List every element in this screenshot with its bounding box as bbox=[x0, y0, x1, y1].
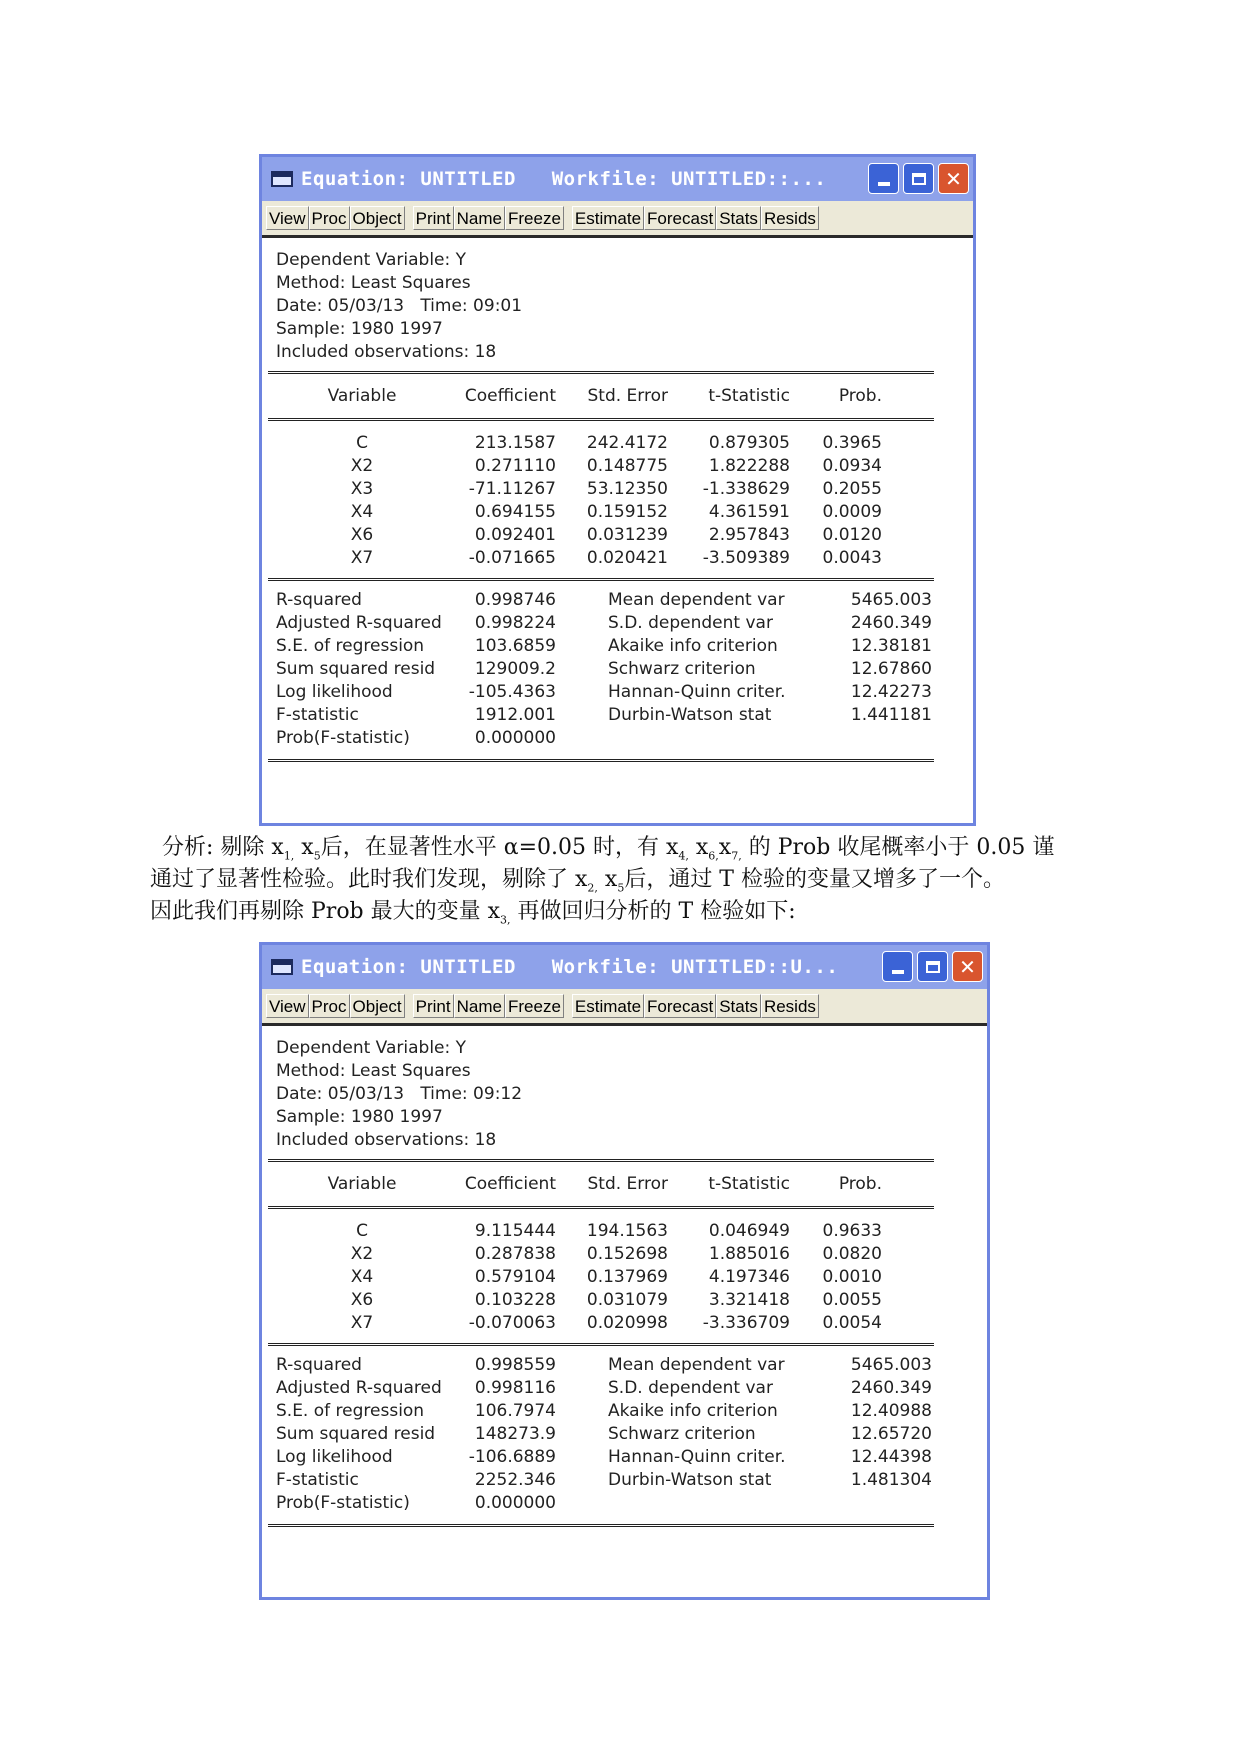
stat-label: S.D. dependent var bbox=[608, 613, 773, 633]
cell-std-error: 0.031079 bbox=[586, 1290, 668, 1310]
divider bbox=[268, 1343, 934, 1346]
stat-value: 0.000000 bbox=[474, 728, 556, 748]
cell-t-statistic: 4.197346 bbox=[708, 1267, 790, 1287]
header-line: Sample: 1980 1997 bbox=[276, 1107, 443, 1127]
cell-coefficient: -0.071665 bbox=[468, 548, 556, 568]
analysis-line-3 bbox=[150, 898, 796, 934]
view-button[interactable]: View bbox=[266, 206, 309, 230]
cell-coefficient: -71.11267 bbox=[468, 479, 556, 499]
toolbar bbox=[262, 989, 987, 1026]
stat-value: 1.441181 bbox=[850, 705, 932, 725]
stat-value: 0.998224 bbox=[474, 613, 556, 633]
stat-value: 0.998559 bbox=[474, 1355, 556, 1375]
title-bar[interactable] bbox=[262, 157, 973, 201]
view-button[interactable]: View bbox=[266, 994, 309, 1018]
stat-label: Mean dependent var bbox=[608, 1355, 785, 1375]
output-pane[interactable] bbox=[262, 238, 973, 823]
cell-variable: X2 bbox=[350, 1244, 374, 1264]
close-icon: ✕ bbox=[959, 954, 976, 979]
stats-button[interactable]: Stats bbox=[716, 994, 761, 1018]
analysis-line-2 bbox=[150, 866, 1005, 902]
col-header-t-statistic: t-Statistic bbox=[708, 1174, 790, 1194]
text-run: 通过了显著性检验。此时我们发现，剔除了 x bbox=[150, 867, 588, 892]
maximize-button[interactable] bbox=[917, 951, 948, 982]
freeze-button[interactable]: Freeze bbox=[505, 994, 564, 1018]
stat-value: 1.481304 bbox=[850, 1470, 932, 1490]
proc-button[interactable]: Proc bbox=[309, 994, 350, 1018]
stat-label: R-squared bbox=[276, 590, 362, 610]
cell-t-statistic: 0.046949 bbox=[708, 1221, 790, 1241]
stat-label: Hannan-Quinn criter. bbox=[608, 1447, 786, 1467]
resids-button[interactable]: Resids bbox=[761, 206, 819, 230]
name-button[interactable]: Name bbox=[454, 206, 505, 230]
stat-value: 12.67860 bbox=[850, 659, 932, 679]
cell-t-statistic: 1.885016 bbox=[708, 1244, 790, 1264]
cell-variable: X4 bbox=[350, 1267, 374, 1287]
stat-label: Sum squared resid bbox=[276, 659, 436, 679]
cell-prob: 0.9633 bbox=[822, 1221, 882, 1241]
cell-t-statistic: 2.957843 bbox=[708, 525, 790, 545]
text-run: x bbox=[688, 835, 709, 860]
cell-coefficient: 0.694155 bbox=[474, 502, 556, 522]
maximize-icon bbox=[926, 961, 940, 973]
forecast-button[interactable]: Forecast bbox=[644, 206, 716, 230]
cell-prob: 0.2055 bbox=[822, 479, 882, 499]
cell-variable: C bbox=[356, 433, 368, 453]
stat-label: Durbin-Watson stat bbox=[608, 705, 772, 725]
cell-prob: 0.0055 bbox=[822, 1290, 882, 1310]
subscript: 5 bbox=[617, 881, 625, 895]
cell-prob: 0.0043 bbox=[822, 548, 882, 568]
minimize-icon bbox=[892, 970, 904, 974]
forecast-button[interactable]: Forecast bbox=[644, 994, 716, 1018]
close-button[interactable] bbox=[952, 951, 983, 982]
cell-std-error: 0.148775 bbox=[586, 456, 668, 476]
cell-variable: X4 bbox=[350, 502, 374, 522]
text-run: 再做回归分析的 T 检验如下: bbox=[510, 899, 796, 924]
cell-std-error: 53.12350 bbox=[586, 479, 668, 499]
stat-label: Mean dependent var bbox=[608, 590, 785, 610]
stat-label: Prob(F-statistic) bbox=[276, 728, 410, 748]
header-line: Included observations: 18 bbox=[276, 342, 497, 362]
cell-variable: X6 bbox=[350, 525, 374, 545]
subscript: 6, bbox=[708, 849, 719, 863]
cell-prob: 0.0010 bbox=[822, 1267, 882, 1287]
stat-value: -106.6889 bbox=[468, 1447, 556, 1467]
name-button[interactable]: Name bbox=[454, 994, 505, 1018]
cell-coefficient: 0.103228 bbox=[474, 1290, 556, 1310]
stat-value: 148273.9 bbox=[474, 1424, 556, 1444]
cell-variable: X7 bbox=[350, 1313, 374, 1333]
stat-label: Log likelihood bbox=[276, 682, 393, 702]
subscript: 7, bbox=[731, 849, 742, 863]
stat-label: S.D. dependent var bbox=[608, 1378, 773, 1398]
text-run: x bbox=[718, 835, 732, 860]
stat-value: 2460.349 bbox=[850, 613, 932, 633]
col-header-variable: Variable bbox=[327, 386, 397, 406]
cell-coefficient: 9.115444 bbox=[474, 1221, 556, 1241]
divider bbox=[268, 1524, 934, 1527]
header-line: Date: 05/03/13 Time: 09:12 bbox=[276, 1084, 523, 1104]
cell-prob: 0.0934 bbox=[822, 456, 882, 476]
stats-button[interactable]: Stats bbox=[716, 206, 761, 230]
divider bbox=[268, 371, 934, 374]
window-title: Equation: UNTITLED Workfile: UNTITLED::U... bbox=[301, 956, 839, 978]
col-header-coefficient: Coefficient bbox=[464, 386, 556, 406]
header-line: Method: Least Squares bbox=[276, 1061, 471, 1081]
cell-coefficient: 213.1587 bbox=[474, 433, 556, 453]
stat-value: 5465.003 bbox=[850, 1355, 932, 1375]
object-button[interactable]: Object bbox=[350, 206, 405, 230]
header-line: Method: Least Squares bbox=[276, 273, 471, 293]
header-line: Included observations: 18 bbox=[276, 1130, 497, 1150]
text-run: 因此我们再剔除 Prob 最大的变量 x bbox=[150, 899, 501, 924]
cell-std-error: 0.137969 bbox=[586, 1267, 668, 1287]
stat-value: 5465.003 bbox=[850, 590, 932, 610]
col-header-variable: Variable bbox=[327, 1174, 397, 1194]
stat-label: Hannan-Quinn criter. bbox=[608, 682, 786, 702]
stat-value: -105.4363 bbox=[468, 682, 556, 702]
header-line: Sample: 1980 1997 bbox=[276, 319, 443, 339]
text-run: 的 Prob 收尾概率小于 0.05 谨 bbox=[741, 835, 1055, 860]
print-button[interactable]: Print bbox=[413, 206, 454, 230]
minimize-button[interactable] bbox=[882, 951, 913, 982]
cell-prob: 0.0009 bbox=[822, 502, 882, 522]
subscript: 3, bbox=[500, 913, 511, 927]
analysis-line-1 bbox=[162, 834, 1054, 870]
cell-variable: X3 bbox=[350, 479, 374, 499]
stat-label: F-statistic bbox=[276, 705, 359, 725]
cell-std-error: 194.1563 bbox=[586, 1221, 668, 1241]
stat-value: 12.38181 bbox=[850, 636, 932, 656]
equation-window-2[interactable] bbox=[259, 942, 990, 1600]
stat-value: 106.7974 bbox=[474, 1401, 556, 1421]
minimize-icon bbox=[878, 182, 890, 186]
resids-button[interactable]: Resids bbox=[761, 994, 819, 1018]
freeze-button[interactable]: Freeze bbox=[505, 206, 564, 230]
cell-prob: 0.3965 bbox=[822, 433, 882, 453]
stat-label: Log likelihood bbox=[276, 1447, 393, 1467]
object-button[interactable]: Object bbox=[350, 994, 405, 1018]
divider bbox=[268, 759, 934, 762]
cell-variable: X2 bbox=[350, 456, 374, 476]
cell-prob: 0.0820 bbox=[822, 1244, 882, 1264]
header-line: Dependent Variable: Y bbox=[276, 250, 467, 270]
header-line: Date: 05/03/13 Time: 09:01 bbox=[276, 296, 523, 316]
cell-t-statistic: 4.361591 bbox=[708, 502, 790, 522]
text-run: 分析: 剔除 x bbox=[162, 835, 284, 860]
toolbar bbox=[262, 201, 973, 238]
stat-value: 12.40988 bbox=[850, 1401, 932, 1421]
title-bar[interactable] bbox=[262, 945, 987, 989]
cell-coefficient: 0.287838 bbox=[474, 1244, 556, 1264]
stat-value: 2460.349 bbox=[850, 1378, 932, 1398]
cell-std-error: 0.152698 bbox=[586, 1244, 668, 1264]
cell-variable: X6 bbox=[350, 1290, 374, 1310]
window-icon bbox=[271, 959, 293, 975]
header-line: Dependent Variable: Y bbox=[276, 1038, 467, 1058]
cell-t-statistic: -3.336709 bbox=[702, 1313, 790, 1333]
estimate-button[interactable]: Estimate bbox=[572, 206, 644, 230]
cell-std-error: 242.4172 bbox=[586, 433, 668, 453]
stat-label: Durbin-Watson stat bbox=[608, 1470, 772, 1490]
stat-label: Sum squared resid bbox=[276, 1424, 436, 1444]
cell-std-error: 0.020421 bbox=[586, 548, 668, 568]
cell-prob: 0.0120 bbox=[822, 525, 882, 545]
print-button[interactable]: Print bbox=[413, 994, 454, 1018]
close-button[interactable] bbox=[938, 163, 969, 194]
stat-label: S.E. of regression bbox=[276, 636, 425, 656]
maximize-button[interactable] bbox=[903, 163, 934, 194]
text-run: x bbox=[294, 835, 314, 860]
text-run: 后，通过 T 检验的变量又增多了一个。 bbox=[624, 867, 1005, 892]
window-icon bbox=[271, 171, 293, 187]
proc-button[interactable]: Proc bbox=[309, 206, 350, 230]
stat-label: Adjusted R-squared bbox=[276, 1378, 442, 1398]
stat-label: Schwarz criterion bbox=[608, 1424, 756, 1444]
cell-coefficient: -0.070063 bbox=[468, 1313, 556, 1333]
cell-coefficient: 0.271110 bbox=[474, 456, 556, 476]
stat-value: 0.998746 bbox=[474, 590, 556, 610]
stat-value: 1912.001 bbox=[474, 705, 556, 725]
cell-variable: C bbox=[356, 1221, 368, 1241]
cell-prob: 0.0054 bbox=[822, 1313, 882, 1333]
estimate-button[interactable]: Estimate bbox=[572, 994, 644, 1018]
cell-t-statistic: 0.879305 bbox=[708, 433, 790, 453]
text-run: 后，在显著性水平 α=0.05 时，有 x bbox=[320, 835, 679, 860]
output-pane[interactable] bbox=[262, 1026, 987, 1597]
subscript: 1, bbox=[283, 849, 295, 863]
cell-t-statistic: 1.822288 bbox=[708, 456, 790, 476]
divider bbox=[268, 418, 934, 421]
stat-label: F-statistic bbox=[276, 1470, 359, 1490]
cell-coefficient: 0.092401 bbox=[474, 525, 556, 545]
stat-value: 12.42273 bbox=[850, 682, 932, 702]
cell-std-error: 0.031239 bbox=[586, 525, 668, 545]
stat-label: Akaike info criterion bbox=[608, 636, 778, 656]
col-header-prob: Prob. bbox=[838, 1174, 882, 1194]
maximize-icon bbox=[912, 173, 926, 185]
stat-value: 12.65720 bbox=[850, 1424, 932, 1444]
cell-coefficient: 0.579104 bbox=[474, 1267, 556, 1287]
subscript: 2, bbox=[587, 881, 598, 895]
divider bbox=[268, 1206, 934, 1209]
close-icon: ✕ bbox=[945, 166, 962, 191]
cell-std-error: 0.020998 bbox=[586, 1313, 668, 1333]
col-header-prob: Prob. bbox=[838, 386, 882, 406]
cell-variable: X7 bbox=[350, 548, 374, 568]
window-title: Equation: UNTITLED Workfile: UNTITLED::... bbox=[301, 168, 827, 190]
cell-t-statistic: -3.509389 bbox=[702, 548, 790, 568]
stat-label: Akaike info criterion bbox=[608, 1401, 778, 1421]
col-header-coefficient: Coefficient bbox=[464, 1174, 556, 1194]
stat-value: 2252.346 bbox=[474, 1470, 556, 1490]
cell-t-statistic: 3.321418 bbox=[708, 1290, 790, 1310]
subscript: 5 bbox=[313, 849, 321, 863]
stat-value: 103.6859 bbox=[474, 636, 556, 656]
stat-value: 12.44398 bbox=[850, 1447, 932, 1467]
stat-label: Schwarz criterion bbox=[608, 659, 756, 679]
stat-label: S.E. of regression bbox=[276, 1401, 425, 1421]
stat-label: Adjusted R-squared bbox=[276, 613, 442, 633]
divider bbox=[268, 1159, 934, 1162]
text-run: x bbox=[597, 867, 618, 892]
equation-window-1[interactable] bbox=[259, 154, 976, 826]
divider bbox=[268, 578, 934, 581]
col-header-std-error: Std. Error bbox=[587, 386, 668, 406]
stat-value: 0.000000 bbox=[474, 1493, 556, 1513]
cell-t-statistic: -1.338629 bbox=[702, 479, 790, 499]
stat-value: 0.998116 bbox=[474, 1378, 556, 1398]
subscript: 4, bbox=[678, 849, 689, 863]
minimize-button[interactable] bbox=[868, 163, 899, 194]
stat-value: 129009.2 bbox=[474, 659, 556, 679]
col-header-t-statistic: t-Statistic bbox=[708, 386, 790, 406]
cell-std-error: 0.159152 bbox=[586, 502, 668, 522]
col-header-std-error: Std. Error bbox=[587, 1174, 668, 1194]
stat-label: Prob(F-statistic) bbox=[276, 1493, 410, 1513]
stat-label: R-squared bbox=[276, 1355, 362, 1375]
